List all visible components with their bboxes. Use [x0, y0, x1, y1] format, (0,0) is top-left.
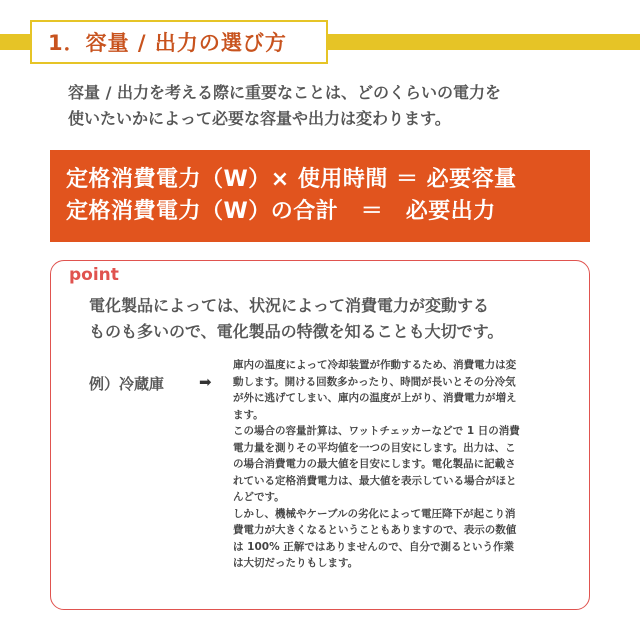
example-line: 電力量を測りその平均値を一つの目安にします。出力は、こ	[233, 441, 516, 454]
example-line: は大切だったりもします。	[233, 557, 359, 569]
point-label: point	[69, 265, 119, 285]
example-label: 例）冷蔵庫	[89, 375, 165, 393]
intro-line: 使いたいかによって必要な容量や出力は変わります。	[68, 109, 451, 128]
formula-output: 定格消費電力（W）の合計 ＝ 必要出力	[66, 199, 496, 224]
intro-line: 容量 / 出力を考える際に重要なことは、どのくらいの電力を	[68, 83, 501, 102]
section-title: 1．容量 / 出力の選び方	[48, 31, 287, 55]
example-line: んどです。	[233, 491, 285, 503]
point-main-line: ものも多いので、電化製品の特徴を知ることも大切です。	[89, 322, 504, 341]
example-line: れている定格消費電力は、最大値を表示している場合がほと	[233, 474, 517, 487]
point-main-text	[89, 293, 579, 345]
section-title-box	[30, 20, 328, 64]
intro-text	[68, 80, 588, 132]
example-line: 費電力が大きくなるということもありますので、表示の数値	[233, 524, 517, 536]
example-line: しかし、機械やケーブルの劣化によって電圧降下が起こり消	[233, 507, 516, 520]
formula-capacity: 定格消費電力（W）× 使用時間 ＝ 必要容量	[66, 167, 517, 192]
arrow-right-icon: ➡	[199, 373, 212, 391]
example-line: ます。	[233, 408, 264, 421]
point-main-line: 電化製品によっては、状況によって消費電力が変動する	[89, 296, 490, 315]
example-line: 庫内の温度によって冷却装置が作動するため、消費電力は変	[233, 359, 517, 371]
example-line: は 100% 正解ではありませんので、自分で測るという作業	[233, 540, 515, 553]
formula-box	[50, 150, 590, 242]
example-line: が外に逃げてしまい、庫内の温度が上がり、消費電力が増え	[233, 392, 517, 404]
example-line: の場合消費電力の最大値を目安にします。電化製品に記載さ	[233, 458, 516, 470]
example-line: 動します。開ける回数多かったり、時間が長いとその分冷気	[233, 375, 516, 388]
point-box	[50, 260, 590, 610]
example-line: この場合の容量計算は、ワットチェッカーなどで 1 日の消費	[233, 425, 520, 437]
example-body	[233, 357, 569, 572]
